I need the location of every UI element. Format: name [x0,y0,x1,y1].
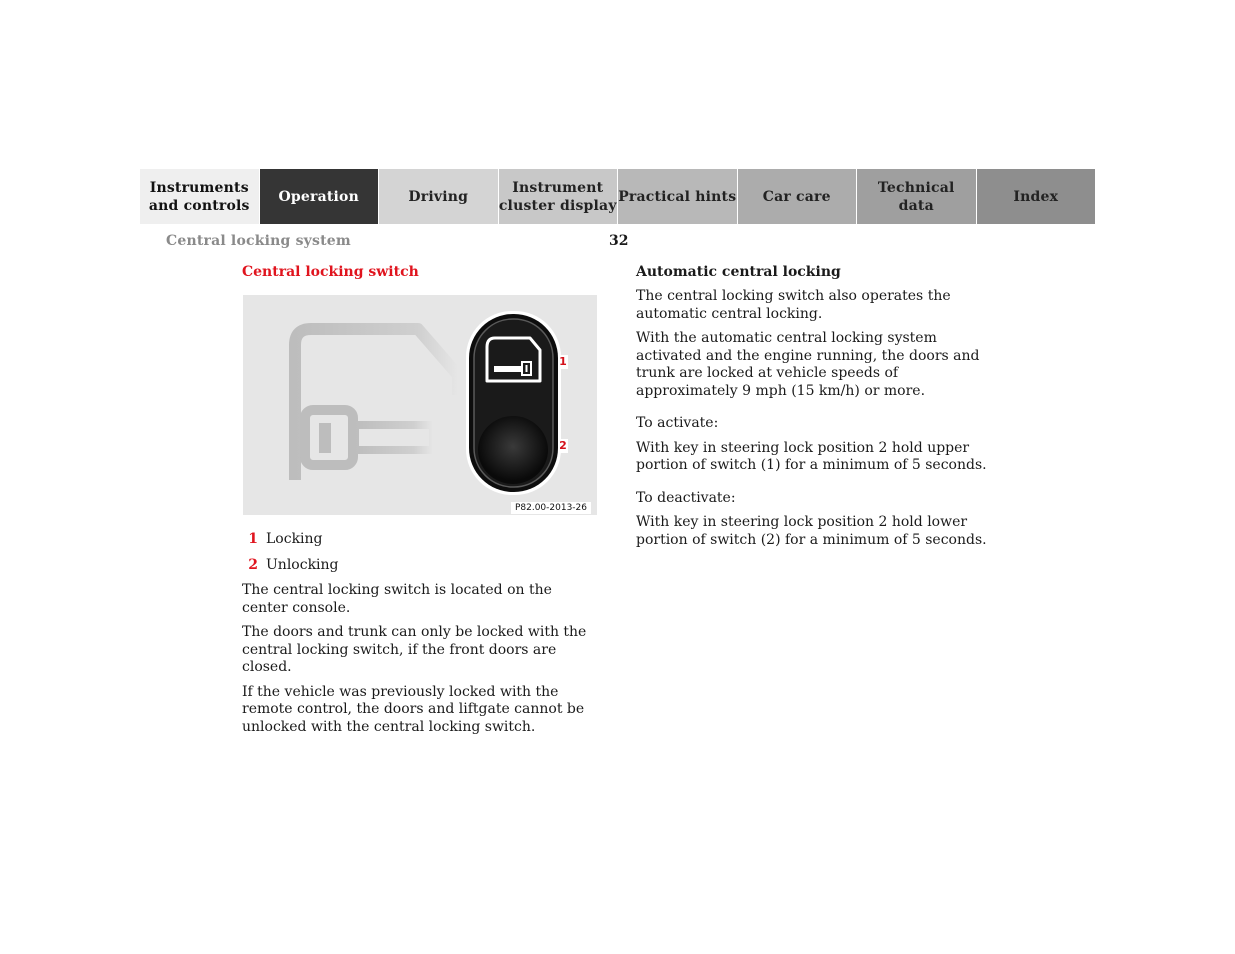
tab-operation[interactable]: Operation [260,169,380,224]
activate-instructions: With key in steering lock position 2 hold upper portion of switch (1) for a minimum of 5 seconds. [636,439,987,473]
legend-text: Locking [266,531,323,547]
callout-1: 1 [559,355,567,368]
tab-technical-data[interactable]: Technical data [857,169,977,224]
section-title-central-locking-switch: Central locking switch [242,264,419,280]
door-symbol-background-icon [295,329,458,480]
paragraph-remote-control: If the vehicle was previously locked with the remote control, the doors and liftgate cannot be unlocked with the central locking switch. [242,683,585,735]
legend-item-unlocking [242,556,602,574]
paragraph-switch-location: The central locking switch is located on the center console. [242,582,552,616]
legend-item-locking [242,530,602,548]
tab-car-care[interactable]: Car care [738,169,858,224]
activate-label: To activate: [636,415,719,431]
callout-2: 2 [559,439,567,452]
chapter-tab-bar [140,169,1095,224]
paragraph-automatic-details: With the automatic central locking system activated and the engine running, the doors and trunk are locked at vehicle speeds of approximately 9 mph (15 km/h) or more. [636,330,980,399]
tab-instruments-and-controls[interactable]: Instruments and controls [140,169,260,224]
left-column [242,263,602,743]
deactivate-instructions: With key in steering lock position 2 hold lower portion of switch (2) for a minimum of 5 seconds. [636,514,987,548]
page-number: 32 [609,233,629,249]
paragraph-front-doors-closed: The doors and trunk can only be locked with the central locking switch, if the front doors are closed. [242,624,587,675]
legend-number: 2 [248,557,258,573]
section-title-automatic-central-locking: Automatic central locking [636,264,841,280]
tab-index[interactable]: Index [977,169,1096,224]
paragraph-automatic-intro: The central locking switch also operates the automatic central locking. [636,288,951,322]
tab-instrument-cluster-display[interactable]: Instrument cluster display [499,169,619,224]
figure-reference: P82.00-2013-26 [511,502,591,514]
central-locking-switch-drawing [243,295,597,515]
legend-text: Unlocking [266,557,339,573]
switch-illustration [243,295,597,515]
tab-driving[interactable]: Driving [379,169,499,224]
legend-number: 1 [248,531,258,547]
right-column [636,263,996,556]
tab-practical-hints[interactable]: Practical hints [618,169,738,224]
deactivate-label: To deactivate: [636,489,736,506]
breadcrumb: Central locking system [166,233,351,249]
